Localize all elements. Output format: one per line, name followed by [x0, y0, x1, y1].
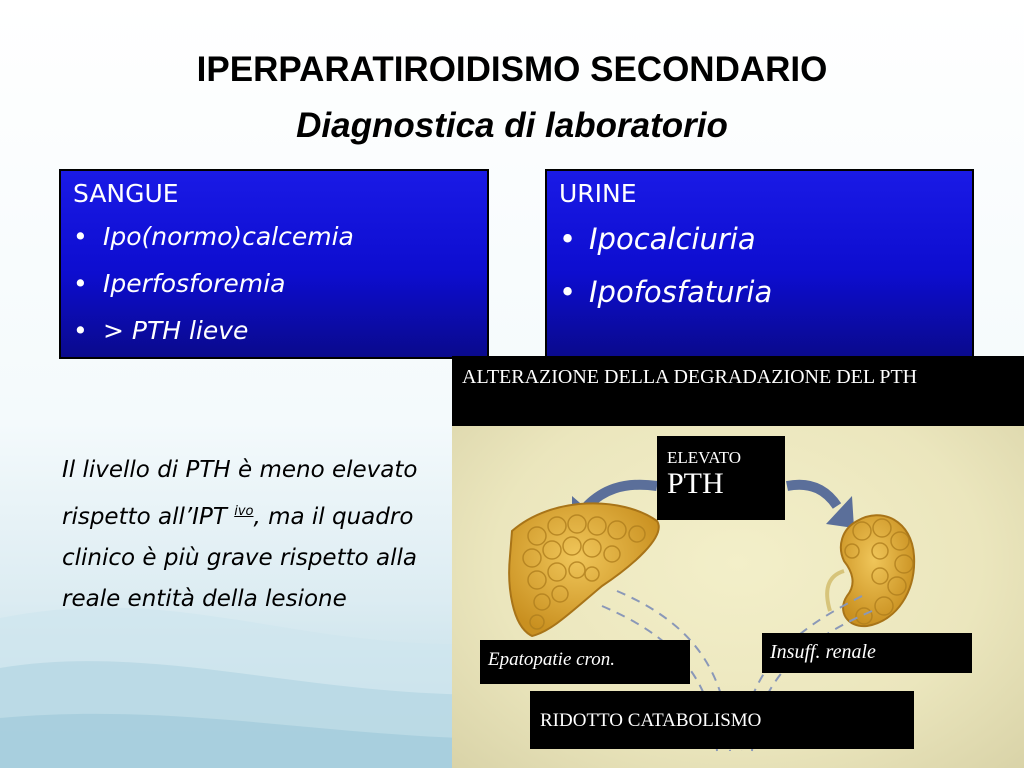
blood-item-label: Ipo(normo)calcemia — [103, 222, 354, 251]
kidney-label: Insuff. renale — [762, 633, 972, 673]
blood-box — [59, 169, 489, 359]
list-item — [559, 266, 960, 319]
note-text-2: , ma il quadro clinico è più grave rispetto alla reale entità della lesione — [62, 504, 417, 612]
note-superscript: ivo — [234, 504, 254, 519]
elevated-pth-label — [657, 436, 785, 520]
blood-list — [73, 213, 475, 354]
pth-label-text: PTH — [667, 467, 724, 500]
bullet: • — [559, 275, 577, 309]
reduced-catabolism-label: RIDOTTO CATABOLISMO — [530, 691, 914, 749]
liver-label: Epatopatie cron. — [480, 640, 690, 684]
arrow-to-kidney — [787, 485, 837, 506]
blood-heading: SANGUE — [73, 179, 179, 208]
elevated-label-text: ELEVATO — [667, 448, 741, 467]
list-item — [559, 213, 960, 266]
slide-subtitle: Diagnostica di laboratorio — [296, 106, 728, 145]
liver-icon — [509, 503, 659, 636]
ureter-icon — [827, 571, 844, 611]
urine-list — [559, 213, 960, 319]
bullet: • — [73, 269, 88, 298]
blood-item-label: Iperfosforemia — [103, 269, 286, 298]
list-item — [73, 213, 475, 260]
list-item — [73, 260, 475, 307]
bullet: • — [73, 316, 88, 345]
urine-item-label: Ipocalciuria — [589, 222, 756, 256]
bullet: • — [559, 222, 577, 256]
urine-item-label: Ipofosfaturia — [589, 275, 773, 309]
urine-heading: URINE — [559, 179, 637, 208]
note-text-1: Il livello di PTH è meno elevato rispetto all’IPT — [62, 457, 418, 530]
blood-item-label: > PTH lieve — [103, 316, 249, 345]
urine-box — [545, 169, 974, 359]
figure-heading: ALTERAZIONE DELLA DEGRADAZIONE DEL PTH — [462, 366, 918, 388]
explanatory-note — [62, 450, 452, 620]
bullet: • — [73, 222, 88, 251]
slide-title: IPERPARATIROIDISMO SECONDARIO — [196, 50, 828, 89]
list-item — [73, 307, 475, 354]
